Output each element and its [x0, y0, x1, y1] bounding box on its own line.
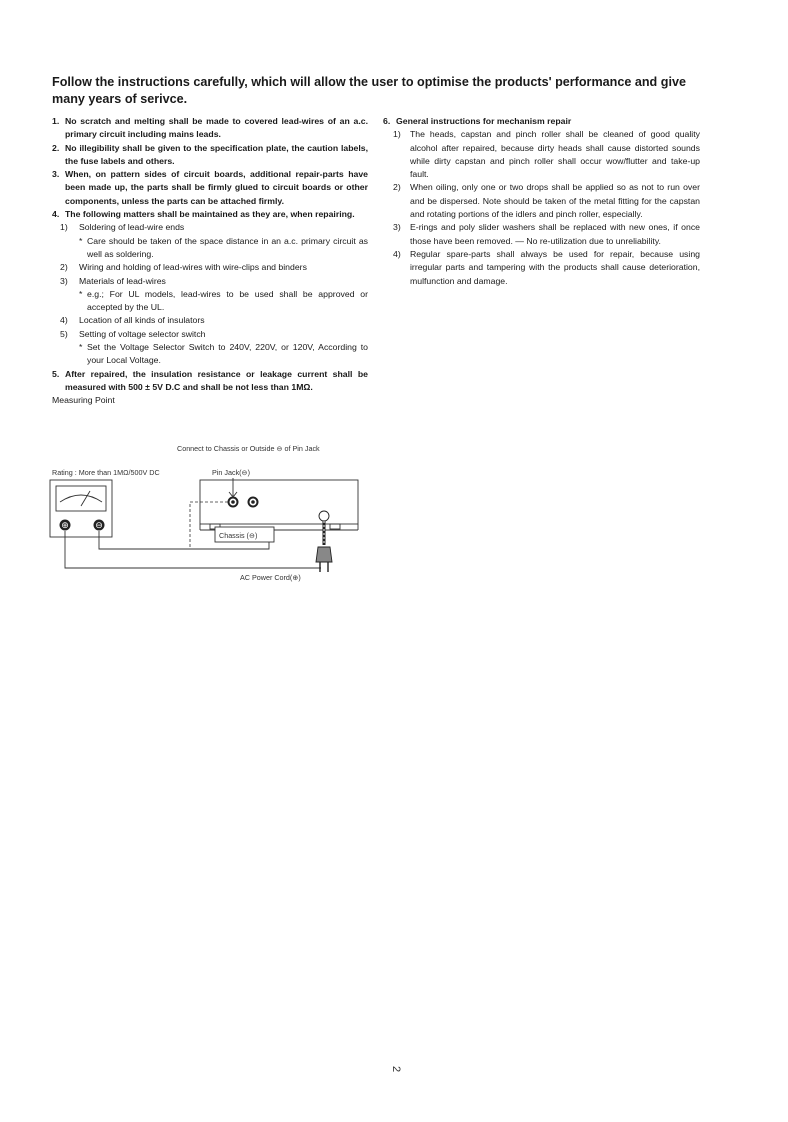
instruction-4: 4. The following matters shall be maintained as they are, when repairing.: [52, 209, 355, 220]
measuring-point-label: Measuring Point: [52, 395, 115, 406]
instruction-4-note-3: * e.g.; For UL models, lead-wires to be used shall be approved or accepted by the UL.: [79, 288, 368, 313]
plus-lead: [65, 531, 321, 568]
meter-minus-symbol: ⊖: [95, 521, 103, 531]
instruction-6: 6. General instructions for mechanism repair: [383, 116, 572, 126]
ac-cord-label: AC Power Cord(⊕): [240, 573, 301, 582]
ac-power-plug: [316, 511, 332, 572]
rating-label: Rating : More than 1MΩ/500V DC: [52, 468, 160, 477]
instruction-4-sub-3: 3) Materials of lead-wires: [60, 275, 166, 286]
connect-label: Connect to Chassis or Outside ⊖ of Pin Jack: [177, 444, 320, 453]
instruction-5: 5. After repaired, the insulation resistance or leakage current shall be measured with 500 ± 5V D.C and shall be not less than 1MΩ.: [52, 368, 368, 392]
instruction-4-note-1: * Care should be taken of the space distance in an a.c. primary circuit as well as soldering.: [79, 235, 368, 259]
pin-jack-label: Pin Jack(⊖): [212, 468, 250, 477]
instruction-4-note-5: * Set the Voltage Selector Switch to 240V, 220V, or 120V, According to your Local Voltage.: [79, 342, 368, 366]
instruction-4-sub-5: 5) Setting of voltage selector switch: [60, 328, 206, 339]
instruction-4-sub-1: 1) Soldering of lead-wire ends: [60, 222, 185, 233]
chassis-label: Chassis (⊖): [219, 531, 258, 540]
page-number: 2: [390, 1065, 403, 1073]
pin-jack: [229, 498, 258, 507]
instruction-3: 3. When, on pattern sides of circuit boards, additional repair-parts have been made up, the parts shall be firmly glued to circuit boards or other components, unless the parts can be attached firmly.: [52, 169, 368, 206]
left-column: [52, 115, 368, 408]
instruction-2: 2. No illegibility shall be given to the specification plate, the caution labels, the fuse labels and others.: [52, 142, 368, 166]
page-heading: Follow the instructions carefully, which will allow the user to optimise the products' performance and give many years of serivce.: [52, 75, 686, 106]
right-column: [383, 115, 700, 288]
device-chassis: [200, 480, 358, 530]
instruction-6-sub-2: 2) When oiling, only one or two drops shall be applied so as not to run over and be dispersed. Note should be taken of the metal fitting for the capstan and rotating portions of the idlers and pinch roller, especially.: [393, 182, 700, 220]
measurement-diagram: [40, 440, 380, 590]
meter-plus-symbol: ⊕: [61, 521, 69, 531]
instruction-6-sub-3: 3) E-rings and poly slider washers shall be replaced with new ones, if once those have been removed. — No re-utilization due to unreliability.: [393, 222, 700, 246]
instruction-4-sub-4: 4) Location of all kinds of insulators: [60, 315, 205, 326]
instruction-6-sub-1: 1) The heads, capstan and pinch roller shall be cleaned of good quality alcohol after repaired, because dirty heads shall cause distorted sounds while dirty capstan and pinch roller shall occur wow/flutter and take-up fault.: [393, 129, 700, 180]
instruction-6-sub-4: 4) Regular spare-parts shall always be used for repair, because using irregular parts and tampering with the products shall cause deterioration, mulfunction and damage.: [393, 248, 700, 286]
instruction-4-sub-2: 2) Wiring and holding of lead-wires with wire-clips and binders: [60, 262, 307, 273]
instruction-1: 1. No scratch and melting shall be made to covered lead-wires of an a.c. primary circuit including mains leads.: [52, 116, 368, 140]
